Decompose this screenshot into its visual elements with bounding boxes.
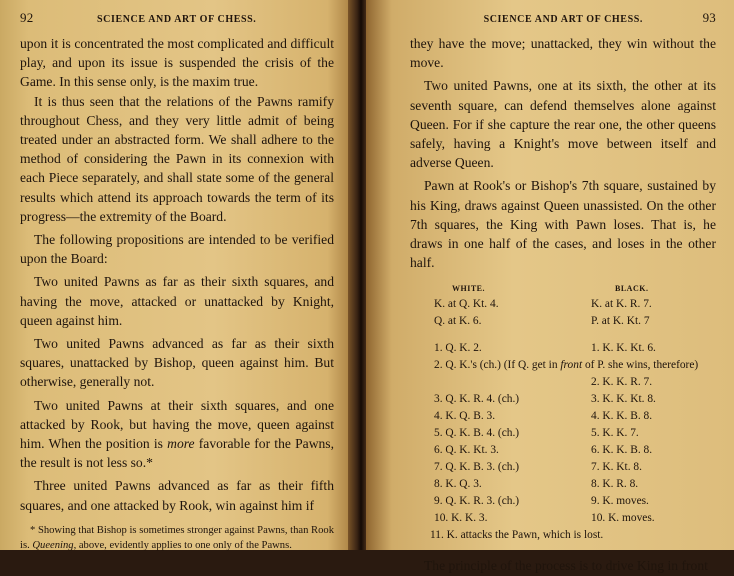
paragraph: Three united Pawns advanced as far as their fifth squares, and one attacked by Rook, win against him if [20,478,334,513]
move-row-with-note [410,357,716,374]
white-move: 6. Q. K. Kt. 3. [434,444,499,457]
move-row [410,391,716,408]
move-row [410,374,716,391]
move-row [410,442,716,459]
move-row [410,340,716,357]
white-setup: K. at Q. Kt. 4. [434,298,499,311]
running-head: SCIENCE AND ART OF CHESS. [483,14,643,25]
emphasis: Queening [32,540,74,552]
black-move: 2. K. K. R. 7. [591,376,653,389]
right-page [366,0,734,574]
setup-row [410,313,716,330]
black-move: 4. K. K. B. 8. [591,410,653,423]
running-head: SCIENCE AND ART OF CHESS. [96,14,257,25]
text-span: * Showing that Bishop is sometimes stronger against Pawns, than Rook is. [20,524,334,552]
black-column-header: BLACK. [615,284,649,294]
black-setup: K. at K. R. 7. [591,298,652,311]
paragraph: Pawn at Rook's or Bishop's 7th square, sustained by his King, draws against Queen unassisted. On the other 7th squares, the King with Pawn loses. That is, he draws in one half of the cases, and loses in the other half. [410,178,716,271]
move-row [410,510,716,527]
white-setup: Q. at K. 6. [434,315,482,328]
right-page-body [410,34,716,272]
setup-row [410,296,716,313]
white-move [410,357,698,374]
emphasis: front [560,359,583,372]
move-row [410,527,716,544]
paragraph: upon it is concentrated the most complicated and difficult play, and upon its issue is suspended the crisis of the Game. In this sense only, is the maxim true. [20,36,334,90]
white-move: 7. Q. K. B. 3. (ch.) [434,461,520,474]
black-move: 6. K. K. B. 8. [591,444,653,457]
white-move: 4. K. Q. B. 3. [434,410,496,423]
text-span: favorable for the Pawns, the result is not less so.* [20,436,334,471]
move-row [410,493,716,510]
page-number: 92 [20,10,34,25]
white-move: 11. K. attacks the Pawn, which is lost. [430,529,604,542]
text-span: , above, evidently applies to one only of the Pawns. [73,540,292,552]
black-move: 5. K. K. 7. [591,427,639,440]
page-number: 93 [702,10,716,25]
column-headers [410,282,716,296]
paragraph [20,396,334,473]
left-page-body [20,34,334,554]
paragraph: Two united Pawns advanced as far as their sixth squares, unattacked by Bishop, queen against him. But otherwise, generally not. [20,336,334,390]
black-move: 8. K. R. 8. [591,478,639,491]
emphasis: more [167,436,195,452]
white-move: 1. Q. K. 2. [434,342,482,355]
move-row [410,476,716,493]
left-page [0,0,356,550]
white-move: 8. K. Q. 3. [434,478,482,491]
white-move: 5. Q. K. B. 4. (ch.) [434,427,520,440]
chess-moves-table [410,282,716,544]
right-page-header [410,10,716,26]
paragraph: Two united Pawns as far as their sixth squares, and having the move, attacked or unattacked by Knight, queen against him. [20,274,334,328]
right-page-continuation [410,556,716,575]
black-setup: P. at K. Kt. 7 [591,315,650,328]
paragraph: they have the move; unattacked, they win without the move. [410,36,716,71]
black-move: 7. K. Kt. 8. [591,461,642,474]
paragraph: The following propositions are intended to be verified upon the Board: [20,232,334,267]
left-page-header [20,10,334,26]
paragraph: Two united Pawns, one at its sixth, the other at its seventh square, can defend themselves alone against Queen. For if she capture the rear one, the other queens safely, having a Knight's move between itself and adverse Queen. [410,78,716,171]
text-span: 2. Q. K.'s (ch.) (If Q. get in [434,359,561,372]
black-move: 3. K. K. Kt. 8. [591,393,656,406]
black-move: 9. K. moves. [591,495,649,508]
white-move: 3. Q. K. R. 4. (ch.) [434,393,520,406]
paragraph: The principle of the process is to drive King in front [424,558,708,574]
move-row [410,425,716,442]
white-move: 9. Q. K. R. 3. (ch.) [434,495,520,508]
text-span: of P. she wins, therefore) [582,359,699,372]
paragraph: It is thus seen that the relations of the Pawns ramify throughout Chess, and they very little admit of being treated under an abstracted form. We shall adhere to the method of considering the Pawn in its connexion with each Piece separately, and shall state some of the general results which attend its approach towards the term of its progress—the extremity of the Board. [20,93,334,224]
move-row [410,408,716,425]
move-row [410,459,716,476]
footnote [20,523,334,554]
white-column-header: WHITE. [452,284,486,294]
white-move: 10. K. K. 3. [434,512,488,525]
text-span: Two united Pawns at their sixth squares, and one attacked by Rook, but having the move, queen against him. When the position is [20,397,334,452]
black-move: 10. K. moves. [591,512,655,525]
black-move: 1. K. K. Kt. 6. [591,342,656,355]
